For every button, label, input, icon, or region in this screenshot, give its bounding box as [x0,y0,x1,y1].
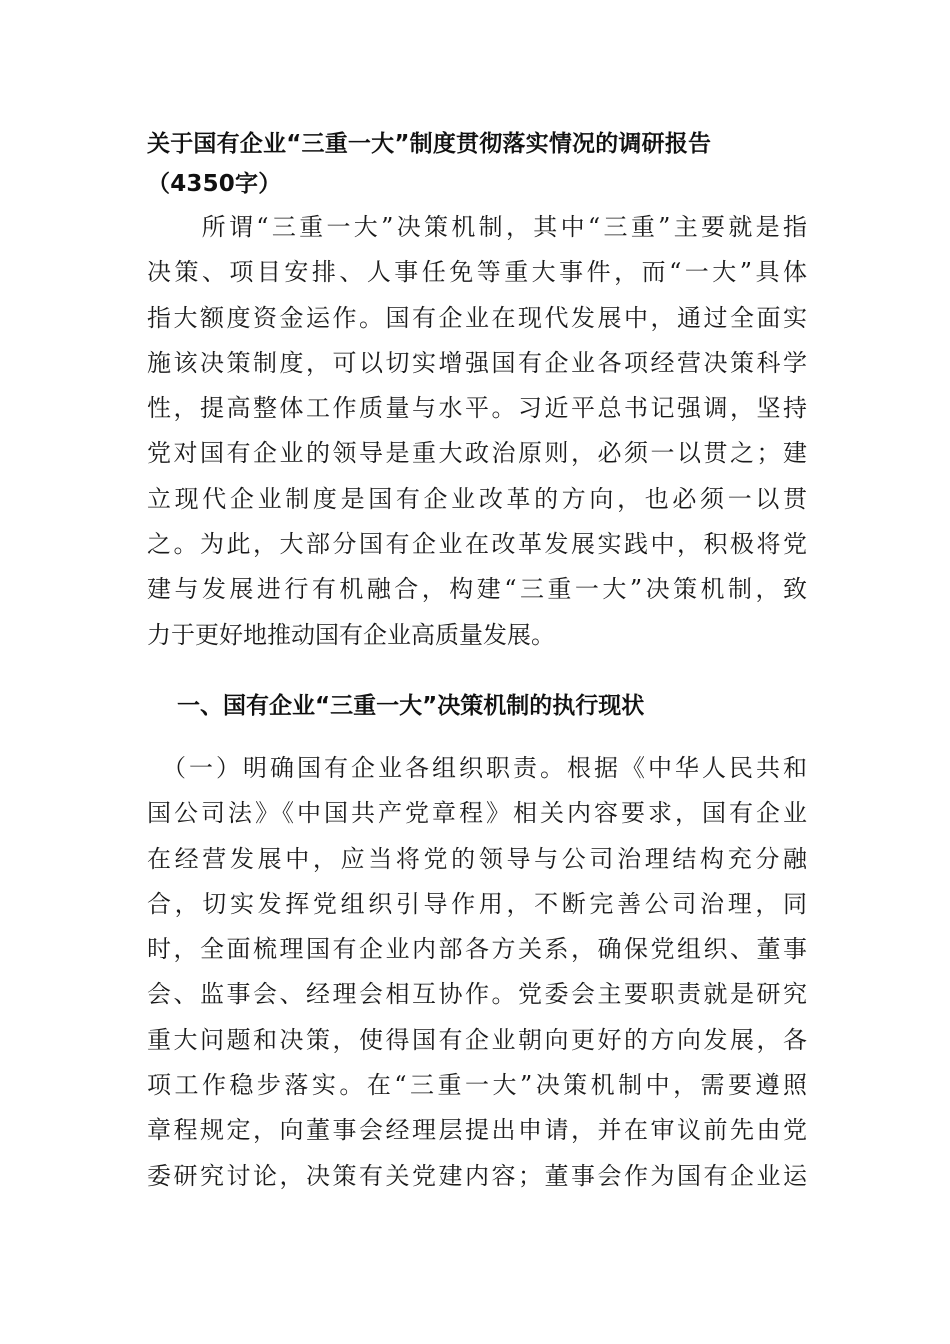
paragraph-line: 在经营发展中，应当将党的领导与公司治理结构充分融 [147,844,807,873]
paragraph-line: 所谓“三重一大”决策机制，其中“三重”主要就是指 [147,213,807,241]
paragraph-line: 重大问题和决策，使得国有企业朝向更好的方向发展，各 [147,1025,807,1054]
paragraph-line: 会、监事会、经理会相互协作。党委会主要职责就是研究 [147,980,807,1009]
intro-paragraph [147,205,807,658]
paragraph-line: 力于更好地推动国有企业高质量发展。 [147,620,555,649]
paragraph-line: 指大额度资金运作。国有企业在现代发展中，通过全面实 [147,303,807,332]
paragraph-line: （一）明确国有企业各组织职责。根据《中华人民共和 [147,754,807,782]
section-heading: 一、国有企业“三重一大”决策机制的执行现状 [177,693,645,719]
paragraph-line: 建与发展进行有机融合，构建“三重一大”决策机制，致 [147,575,807,604]
paragraph-line: 国公司法》《中国共产党章程》相关内容要求，国有企业 [147,799,807,828]
paragraph-line: 决策、项目安排、人事任免等重大事件，而“一大”具体 [147,258,807,287]
paragraph-line: 章程规定，向董事会经理层提出申请，并在审议前先由党 [147,1116,807,1145]
section-paragraph [147,746,807,1199]
title-line: 关于国有企业“三重一大”制度贯彻落实情况的调研报告 [147,131,712,157]
paragraph-line: 委研究讨论，决策有关党建内容；董事会作为国有企业运 [147,1161,807,1190]
paragraph-line: 立现代企业制度是国有企业改革的方向，也必须一以贯 [147,484,807,513]
paragraph-line: 项工作稳步落实。在“三重一大”决策机制中，需要遵照 [147,1071,807,1100]
paragraph-line: 性，提高整体工作质量与水平。习近平总书记强调，坚持 [147,394,807,423]
paragraph-line: 之。为此，大部分国有企业在改革发展实践中，积极将党 [147,530,807,559]
paragraph-line: 党对国有企业的领导是重大政治原则，必须一以贯之；建 [147,439,807,468]
title-word-count: （4350字） [147,171,282,197]
paragraph-line: 时，全面梳理国有企业内部各方关系，确保党组织、董事 [147,935,807,964]
paragraph-line: 合，切实发挥党组织引导作用，不断完善公司治理，同 [147,889,807,918]
document-title [147,124,817,204]
paragraph-line: 施该决策制度，可以切实增强国有企业各项经营决策科学 [147,348,807,377]
